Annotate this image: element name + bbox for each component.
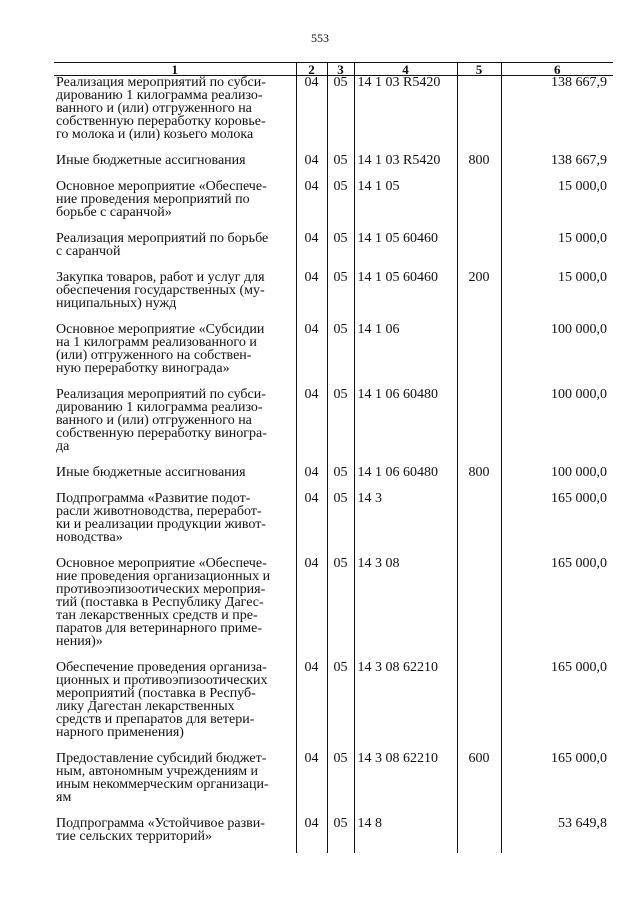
row-section: 04	[296, 323, 327, 375]
budget-table-container	[54, 62, 613, 853]
table-row	[54, 466, 613, 479]
spacer-cell	[457, 648, 501, 661]
row-section: 04	[296, 466, 327, 479]
spacer-cell	[457, 219, 501, 232]
row-target-code: 14 3 08	[354, 557, 457, 648]
row-section: 04	[296, 154, 327, 167]
row-target-code: 14 1 03 R5420	[354, 154, 457, 167]
row-subsection: 05	[327, 817, 354, 853]
row-subsection: 05	[327, 388, 354, 453]
row-expense-type	[457, 388, 501, 453]
row-name: Иные бюджетные ассигнования	[56, 465, 246, 480]
table-row	[54, 271, 613, 310]
row-subsection: 05	[327, 557, 354, 648]
spacer-cell	[457, 479, 501, 492]
row-amount: 165 000,0	[501, 752, 613, 804]
spacer-cell	[457, 804, 501, 817]
table-row	[54, 154, 613, 167]
header-col-5: 5	[457, 63, 501, 76]
row-subsection: 05	[327, 271, 354, 310]
table-row	[54, 557, 613, 648]
table-row	[54, 817, 613, 853]
header-col-6: 6	[501, 63, 613, 76]
row-target-code: 14 1 03 R5420	[354, 76, 457, 142]
row-expense-type	[457, 661, 501, 739]
row-subsection: 05	[327, 752, 354, 804]
table-row	[54, 661, 613, 739]
row-target-code: 14 1 06 60480	[354, 388, 457, 453]
header-col-2: 2	[296, 63, 327, 76]
row-amount: 15 000,0	[501, 180, 613, 219]
row-expense-type	[457, 180, 501, 219]
row-section: 04	[296, 492, 327, 544]
row-amount: 15 000,0	[501, 232, 613, 258]
row-amount: 100 000,0	[501, 323, 613, 375]
row-name: Реализация мероприятий по субси- дированию 1 килограмма реализо- ванного и (или) отгруженного на собственную переработку коровье- го молока и (или) козьего молока	[56, 75, 266, 142]
row-expense-type	[457, 323, 501, 375]
row-amount: 165 000,0	[501, 661, 613, 739]
row-amount: 138 667,9	[501, 154, 613, 167]
row-section: 04	[296, 752, 327, 804]
table-row	[54, 180, 613, 219]
row-section: 04	[296, 557, 327, 648]
row-target-code: 14 1 06 60480	[354, 466, 457, 479]
row-expense-type	[457, 76, 501, 142]
row-amount: 138 667,9	[501, 76, 613, 142]
row-section: 04	[296, 232, 327, 258]
row-section: 04	[296, 271, 327, 310]
row-target-code: 14 3	[354, 492, 457, 544]
row-expense-type: 200	[457, 271, 501, 310]
row-subsection: 05	[327, 492, 354, 544]
spacer-cell	[457, 544, 501, 557]
row-expense-type: 800	[457, 154, 501, 167]
row-amount: 100 000,0	[501, 466, 613, 479]
table-row	[54, 232, 613, 258]
spacer-cell	[457, 375, 501, 388]
row-expense-type: 800	[457, 466, 501, 479]
row-target-code: 14 1 05	[354, 180, 457, 219]
row-target-code: 14 8	[354, 817, 457, 853]
row-expense-type	[457, 232, 501, 258]
row-target-code: 14 3 08 62210	[354, 752, 457, 804]
row-target-code: 14 1 05 60460	[354, 232, 457, 258]
row-target-code: 14 1 05 60460	[354, 271, 457, 310]
row-name: Основное мероприятие «Обеспече- ние проведения организационных и противоэпизоотических мероприя- тий (поставка в Республику Дагес- тан лекарственных средств и пре- паратов для ветеринарного приме- нения)»	[56, 556, 271, 649]
row-expense-type	[457, 557, 501, 648]
row-name: Основное мероприятие «Обеспече- ние проведения мероприятий по борьбе с саранчой»	[56, 179, 267, 220]
row-section: 04	[296, 661, 327, 739]
row-amount: 15 000,0	[501, 271, 613, 310]
page-number: 553	[311, 31, 329, 45]
row-name: Реализация мероприятий по борьбе с саранчой	[56, 231, 269, 259]
row-subsection: 05	[327, 154, 354, 167]
row-subsection: 05	[327, 466, 354, 479]
row-name: Предоставление субсидий бюджет- ным, автономным учреждениям и иным некоммерческим организаци- ям	[56, 751, 269, 805]
spacer-cell	[457, 310, 501, 323]
row-subsection: 05	[327, 180, 354, 219]
row-amount: 165 000,0	[501, 557, 613, 648]
header-col-1: 1	[54, 63, 296, 76]
row-target-code: 14 1 06	[354, 323, 457, 375]
row-section: 04	[296, 817, 327, 853]
row-subsection: 05	[327, 232, 354, 258]
table-row	[54, 76, 613, 142]
row-expense-type	[457, 817, 501, 853]
row-section: 04	[296, 76, 327, 142]
table-body	[54, 76, 613, 854]
spacer-cell	[457, 167, 501, 180]
table-row	[54, 752, 613, 804]
row-amount: 165 000,0	[501, 492, 613, 544]
header-col-3: 3	[327, 63, 354, 76]
header-row	[54, 63, 613, 76]
row-expense-type: 600	[457, 752, 501, 804]
table-row	[54, 323, 613, 375]
row-target-code: 14 3 08 62210	[354, 661, 457, 739]
row-name: Иные бюджетные ассигнования	[56, 153, 246, 168]
row-section: 04	[296, 180, 327, 219]
row-subsection: 05	[327, 323, 354, 375]
row-name: Закупка товаров, работ и услуг для обеспечения государственных (му- ниципальных) нужд	[56, 270, 265, 311]
row-name: Подпрограмма «Устойчивое разви- тие сельских территорий»	[56, 816, 265, 844]
row-name: Основное мероприятие «Субсидии на 1 килограмм реализованного и (или) отгруженного на собствен- ную переработку винограда»	[56, 322, 265, 376]
table-row	[54, 388, 613, 453]
row-subsection: 05	[327, 76, 354, 142]
row-section: 04	[296, 388, 327, 453]
header-col-4: 4	[354, 63, 457, 76]
row-amount: 53 649,8	[501, 817, 613, 853]
budget-table	[54, 62, 613, 853]
table-row	[54, 492, 613, 544]
row-expense-type	[457, 492, 501, 544]
row-amount: 100 000,0	[501, 388, 613, 453]
row-name: Подпрограмма «Развитие подот- расли животноводства, переработ- ки и реализации продукции живот- новодства»	[56, 491, 266, 545]
row-name: Реализация мероприятий по субси- дированию 1 килограмма реализо- ванного и (или) отгруженного на собственную переработку виногра- да	[56, 387, 267, 454]
row-subsection: 05	[327, 661, 354, 739]
row-name: Обеспечение проведения организа- ционных и противоэпизоотических мероприятий (поставка в Респуб- лику Дагестан лекарственных средств и препаратов для ветери- нарного применения)	[56, 660, 268, 740]
